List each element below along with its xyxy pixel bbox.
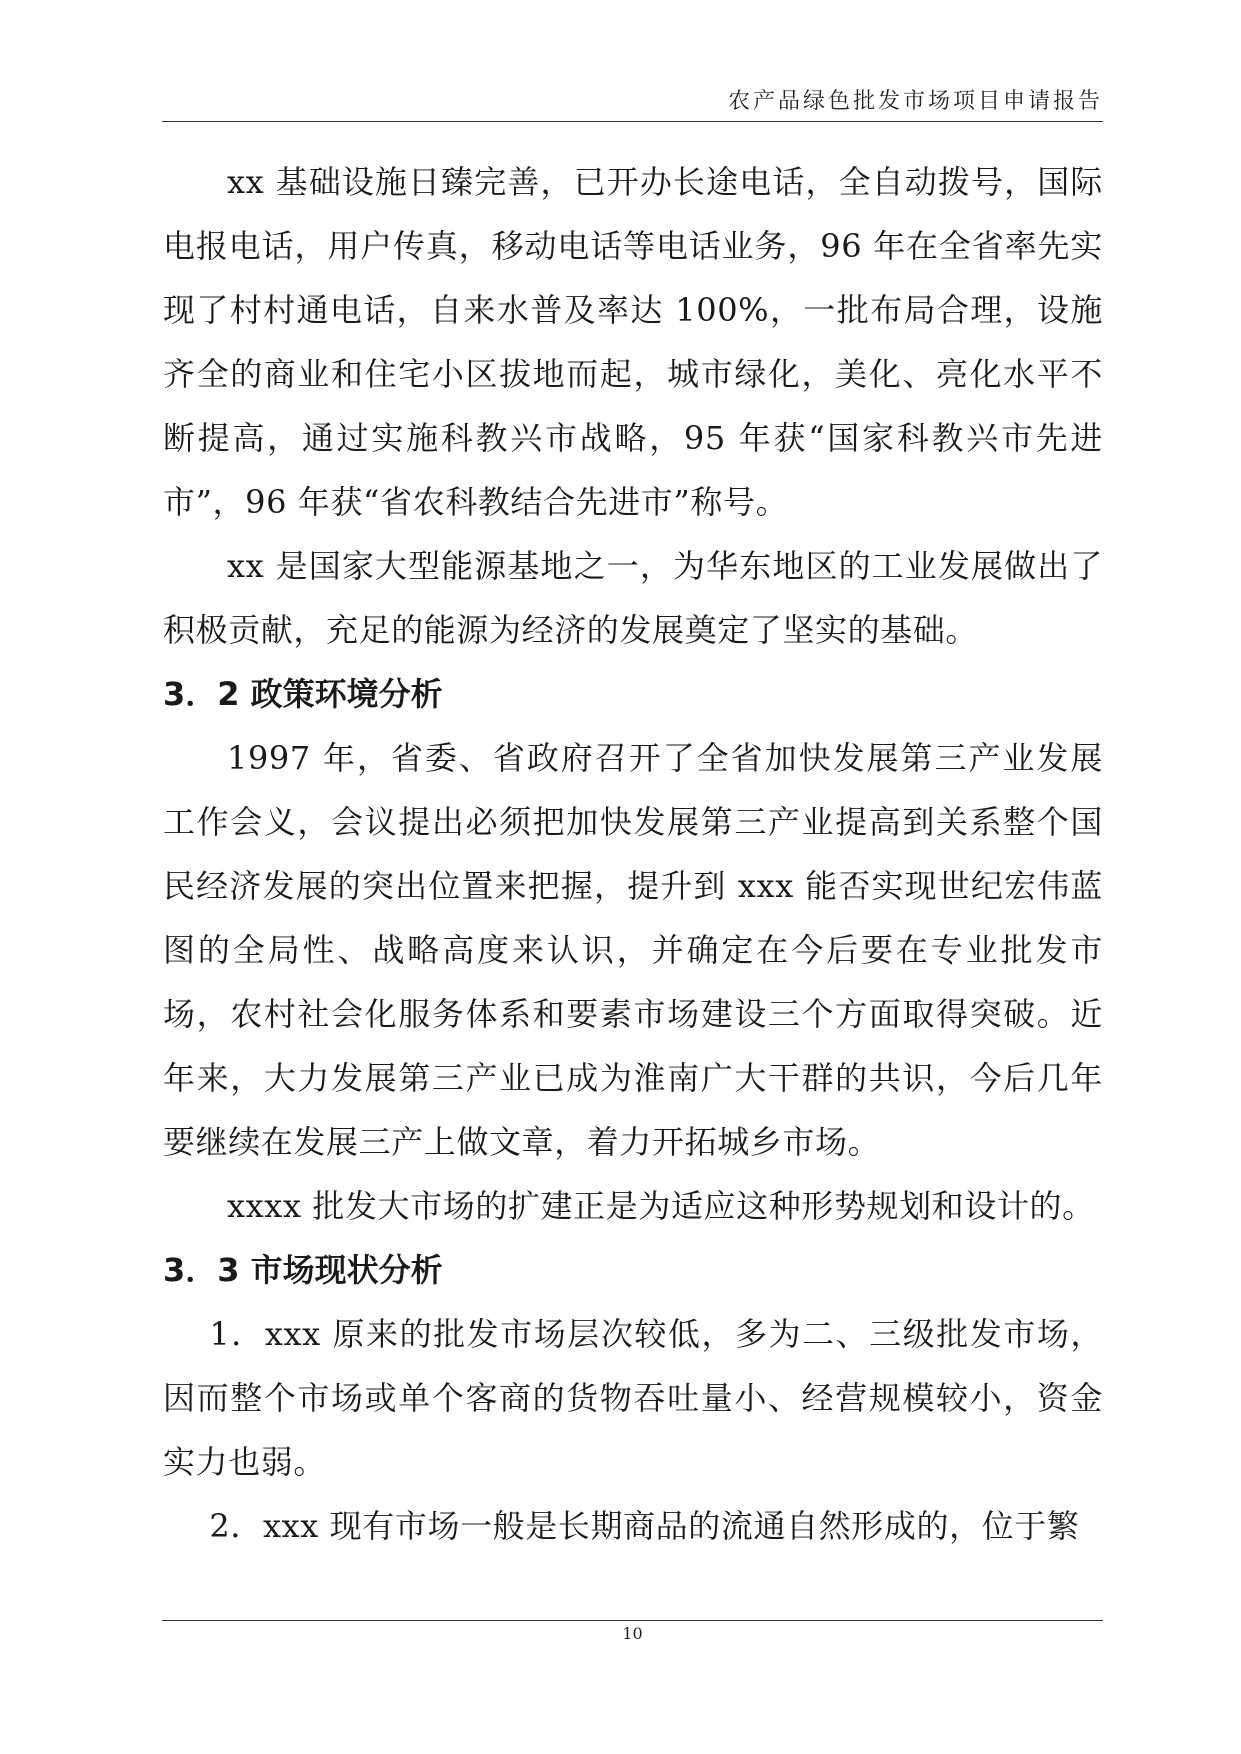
paragraph-expansion: xxxx 批发大市场的扩建正是为适应这种形势规划和设计的。 — [227, 1187, 1095, 1225]
running-header-title: 农产品绿色批发市场项目申请报告 — [727, 89, 1103, 114]
list-item-2: 2．xxx 现有市场一般是长期商品的流通自然形成的，位于繁 — [209, 1507, 1080, 1545]
section-heading-3-3: 3．3 市场现状分析 — [163, 1251, 443, 1289]
page-body — [163, 150, 1103, 1558]
paragraph-policy: 1997 年，省委、省政府召开了全省加快发展第三产业发展工作会义，会议提出必须把加快发展第三产业提高到关系整个国民经济发展的突出位置来把握，提升到 xxx 能否实现世纪宏伟蓝图的全局性、战略高度来认识，并确定在今后要在专业批发市场，农村社会化服务体系和要素市场建设三个方面取得突破。近年来，大力发展第三产业已成为淮南广大干群的共识，今后几年要继续在发展三产上做文章，着力开拓城乡市场。 — [163, 739, 1103, 1161]
paragraph-energy-base: xx 是国家大型能源基地之一，为华东地区的工业发展做出了积极贡献，充足的能源为经济的发展奠定了坚实的基础。 — [163, 547, 1103, 649]
list-item-1: 1．xxx 原来的批发市场层次较低，多为二、三级批发市场，因而整个市场或单个客商的货物吞吐量小、经营规模较小，资金实力也弱。 — [163, 1315, 1103, 1481]
section-heading-3-2: 3．2 政策环境分析 — [163, 675, 443, 713]
paragraph-infrastructure: xx 基础设施日臻完善，已开办长途电话，全自动拨号，国际电报电话，用户传真，移动电话等电话业务，96 年在全省率先实现了村村通电话，自来水普及率达 100%，一批布局合理，设施齐全的商业和住宅小区拔地而起，城市绿化，美化、亮化水平不断提高，通过实施科教兴市战略，95 年获“国家科教兴市先进市”，96 年获“省农科教结合先进市”称号。 — [163, 163, 1103, 521]
page-number: 10 — [622, 1624, 643, 1643]
header-divider — [162, 121, 1103, 122]
footer-divider — [162, 1620, 1103, 1621]
